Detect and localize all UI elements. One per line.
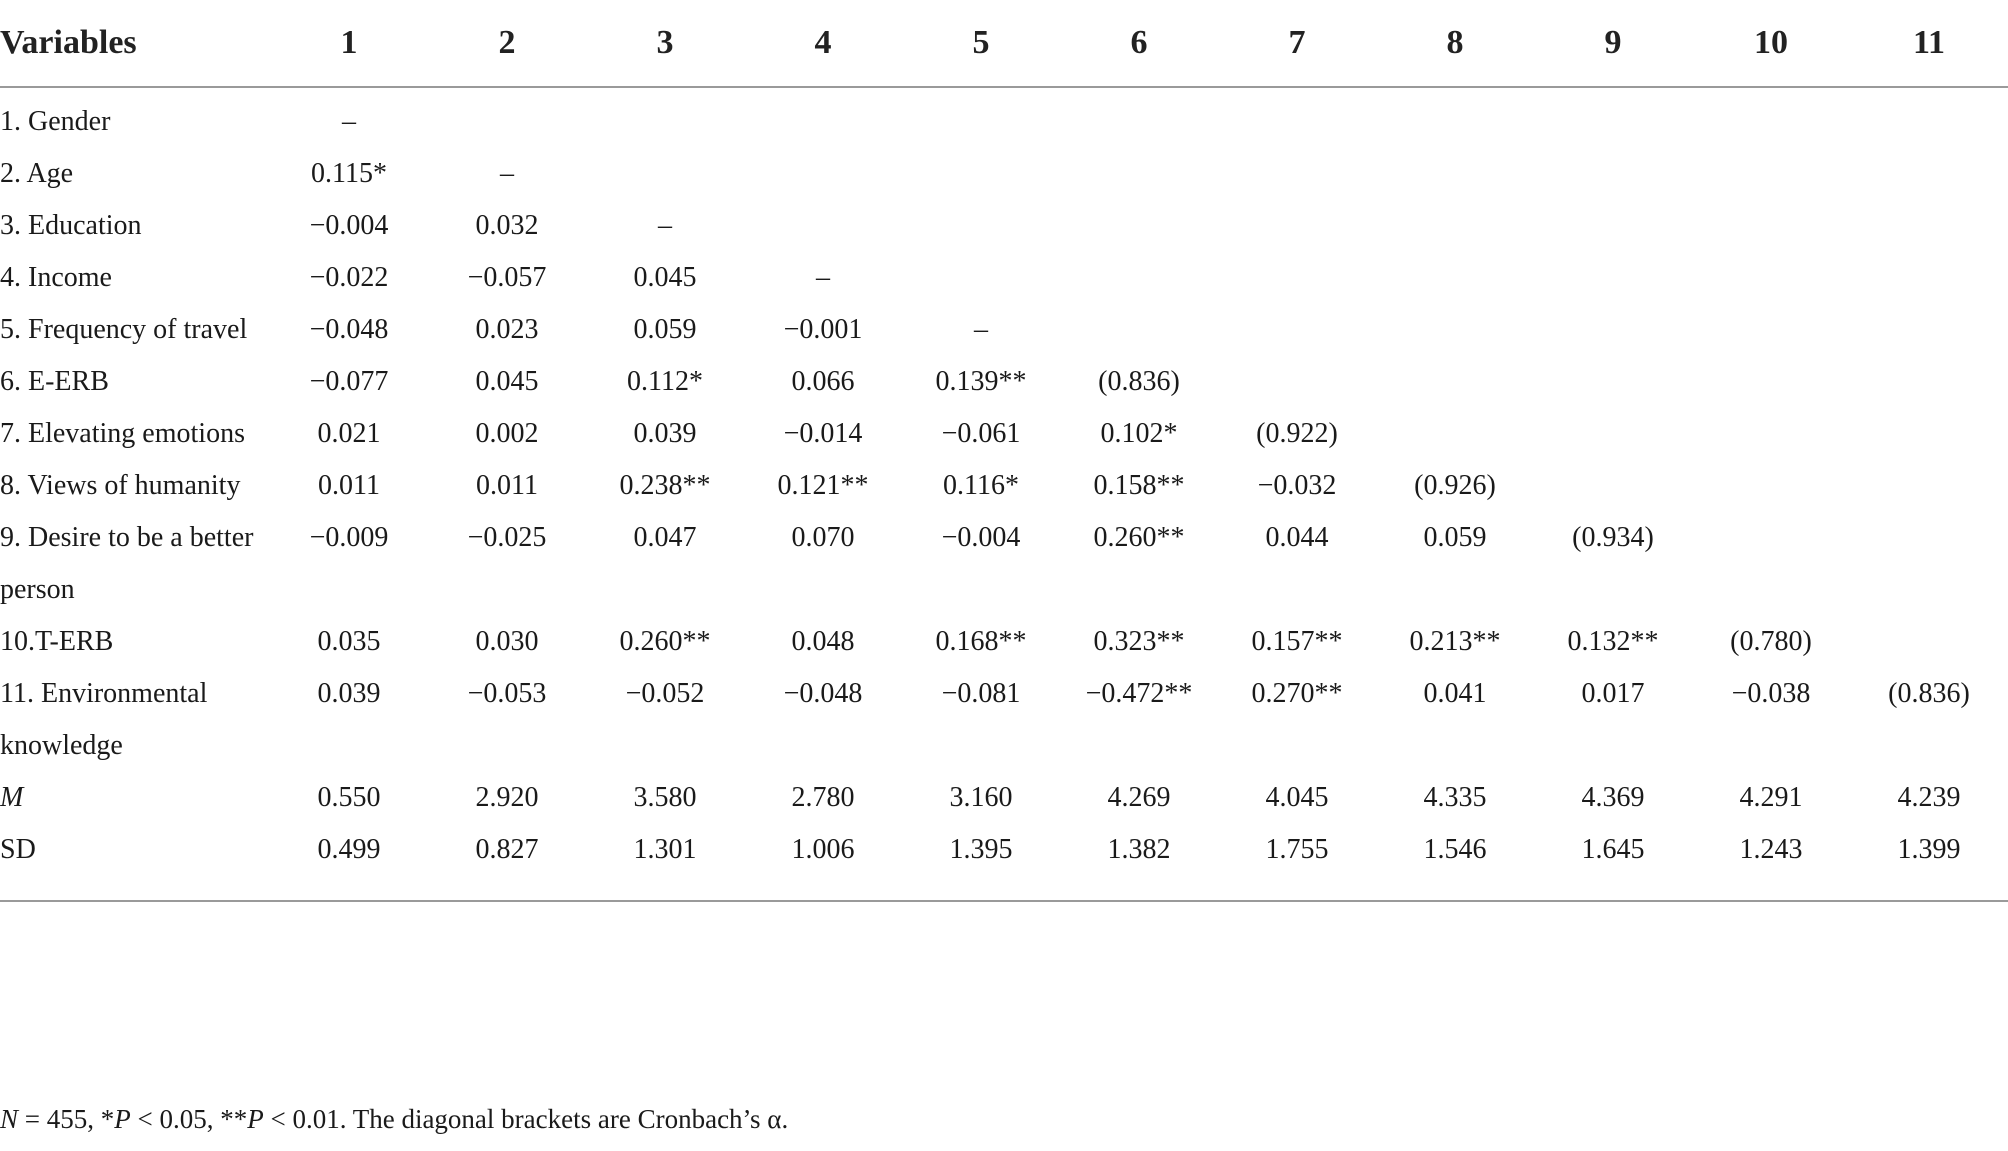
table-cell: 1.382	[1060, 824, 1218, 901]
table-cell	[1060, 304, 1218, 356]
table-cell	[1850, 200, 2008, 252]
table-cell: (0.836)	[1888, 678, 1970, 709]
row-label: SD	[0, 824, 270, 901]
column-header: 10	[1692, 0, 1850, 87]
table-cell: 0.017	[1581, 678, 1645, 709]
table-cell	[1692, 460, 1850, 512]
table-row	[0, 616, 2008, 668]
table-cell	[1376, 304, 1534, 356]
table-cell	[744, 148, 902, 200]
table-cell: 0.045	[633, 262, 697, 293]
column-header: 7	[1218, 0, 1376, 87]
table-cell: 1.395	[902, 824, 1060, 901]
table-cell	[1376, 252, 1534, 304]
column-header: 6	[1060, 0, 1218, 87]
table-cell: −0.048	[309, 314, 389, 345]
table-cell	[586, 148, 744, 200]
table-cell: 0.323**	[1093, 626, 1185, 657]
table-cell: 0.002	[475, 418, 539, 449]
table-cell	[1218, 304, 1376, 356]
table-cell: 0.066	[791, 366, 855, 397]
table-cell	[1218, 87, 1376, 148]
footnote-n-value: = 455, *	[18, 1104, 115, 1134]
table-cell	[1692, 148, 1850, 200]
table-row	[0, 252, 2008, 304]
table-cell: −0.077	[309, 366, 389, 397]
table-cell: 0.158**	[1093, 470, 1185, 501]
table-cell: (0.926)	[1414, 470, 1496, 501]
table-cell: 0.032	[475, 210, 539, 241]
table-cell: 0.102*	[1100, 418, 1178, 449]
table-row	[0, 460, 2008, 512]
table-cell: 3.160	[949, 782, 1013, 813]
table-cell	[1692, 87, 1850, 148]
table-cell: 3.580	[633, 782, 697, 813]
table-cell: −0.061	[941, 418, 1021, 449]
table-cell	[1850, 616, 2008, 668]
table-footnote	[0, 1104, 788, 1135]
table-cell: –	[658, 210, 672, 241]
table-cell: 1.645	[1534, 824, 1692, 901]
footnote-p2-label: P	[247, 1104, 264, 1134]
table-cell	[1060, 200, 1218, 252]
table-cell	[1850, 148, 2008, 200]
column-header: 1	[270, 0, 428, 87]
table-cell: 0.011	[318, 470, 380, 501]
table-cell: 0.070	[791, 522, 855, 553]
row-label: 11. Environmental knowledge	[0, 678, 208, 761]
table-cell: 0.260**	[1093, 522, 1185, 553]
column-header: 2	[428, 0, 586, 87]
table-cell: (0.934)	[1572, 522, 1654, 553]
table-cell: −0.014	[783, 418, 863, 449]
row-label: 1. Gender	[0, 106, 111, 137]
table-cell: 0.157**	[1251, 626, 1343, 657]
table-cell: 0.260**	[619, 626, 711, 657]
column-header: 8	[1376, 0, 1534, 87]
table-cell: 0.238**	[619, 470, 711, 501]
table-cell: 0.168**	[935, 626, 1027, 657]
table-cell: 0.213**	[1409, 626, 1501, 657]
table-cell: 4.269	[1107, 782, 1171, 813]
table-cell: −0.025	[467, 522, 547, 553]
table-cell: 4.369	[1581, 782, 1645, 813]
table-row	[0, 668, 2008, 772]
table-cell	[744, 200, 902, 252]
table-cell: –	[500, 158, 514, 189]
table-cell: −0.032	[1257, 470, 1337, 501]
table-cell	[1534, 408, 1692, 460]
table-cell: −0.022	[309, 262, 389, 293]
row-label: 5. Frequency of travel	[0, 314, 248, 345]
table-cell: −0.053	[467, 678, 547, 709]
table-row	[0, 772, 2008, 824]
row-label: 3. Education	[0, 210, 142, 241]
table-cell	[428, 87, 586, 148]
table-cell	[1850, 304, 2008, 356]
column-header: 4	[744, 0, 902, 87]
table-cell	[1376, 356, 1534, 408]
table-cell: 2.920	[475, 782, 539, 813]
table-cell: (0.922)	[1256, 418, 1338, 449]
table-cell: 1.301	[586, 824, 744, 901]
table-body	[0, 87, 2008, 901]
table-cell: 4.239	[1897, 782, 1961, 813]
table-cell	[1534, 460, 1692, 512]
table-cell: 1.006	[744, 824, 902, 901]
table-cell	[1060, 87, 1218, 148]
row-label: 4. Income	[0, 262, 112, 293]
table-cell	[1060, 252, 1218, 304]
column-header: 3	[586, 0, 744, 87]
row-label: 10.T-ERB	[0, 626, 114, 657]
table-cell: 2.780	[791, 782, 855, 813]
row-label: 8. Views of humanity	[0, 470, 241, 501]
table-cell: –	[816, 262, 830, 293]
table-cell	[1850, 460, 2008, 512]
table-cell	[1692, 200, 1850, 252]
table-cell: 0.047	[633, 522, 697, 553]
table-cell	[744, 87, 902, 148]
table-cell	[1692, 252, 1850, 304]
table-cell	[1692, 304, 1850, 356]
table-cell: 0.044	[1265, 522, 1329, 553]
footnote-p1-label: P	[114, 1104, 131, 1134]
table-cell: −0.038	[1731, 678, 1811, 709]
table-row	[0, 824, 2008, 901]
table-cell: 0.059	[633, 314, 697, 345]
table-cell	[1692, 512, 1850, 616]
table-cell	[902, 87, 1060, 148]
table-cell	[1850, 512, 2008, 616]
table-cell: (0.780)	[1730, 626, 1812, 657]
table-row	[0, 408, 2008, 460]
table-cell: −0.004	[941, 522, 1021, 553]
table-row	[0, 512, 2008, 616]
table-cell	[1692, 356, 1850, 408]
table-cell: 0.132**	[1567, 626, 1659, 657]
row-label: 2. Age	[0, 158, 74, 189]
table-cell: 0.023	[475, 314, 539, 345]
table-cell: 1.399	[1850, 824, 2008, 901]
table-cell	[902, 148, 1060, 200]
table-cell: 0.550	[317, 782, 381, 813]
table-cell	[1218, 252, 1376, 304]
table-cell: 0.139**	[935, 366, 1027, 397]
table-cell	[1850, 87, 2008, 148]
table-cell	[1850, 356, 2008, 408]
table-row	[0, 356, 2008, 408]
table-cell	[902, 252, 1060, 304]
table-row	[0, 200, 2008, 252]
table-cell: 0.059	[1423, 522, 1487, 553]
table-cell	[1534, 252, 1692, 304]
table-cell: −0.081	[941, 678, 1021, 709]
column-header: 11	[1850, 0, 2008, 87]
table-cell: 0.115*	[311, 158, 387, 189]
table-cell: −0.472**	[1085, 678, 1193, 709]
row-label: M	[0, 782, 24, 813]
table-cell: 0.121**	[777, 470, 869, 501]
column-header: 5	[902, 0, 1060, 87]
table-cell	[1534, 200, 1692, 252]
table-cell	[1376, 148, 1534, 200]
table-cell	[1850, 252, 2008, 304]
table-cell: 0.039	[633, 418, 697, 449]
table-cell	[1218, 356, 1376, 408]
table-cell: 1.755	[1218, 824, 1376, 901]
table-cell: 0.021	[317, 418, 381, 449]
row-label: 7. Elevating emotions	[0, 418, 245, 449]
table-cell: 0.011	[476, 470, 538, 501]
footnote-n-label: N	[0, 1104, 19, 1134]
footnote-p2-value: < 0.01. The diagonal brackets are Cronbach’s α.	[263, 1104, 789, 1134]
table-header-row	[0, 0, 2008, 87]
table-cell: 1.243	[1692, 824, 1850, 901]
table-cell	[1534, 148, 1692, 200]
table-cell: 0.499	[270, 824, 428, 901]
footnote-p1-value: < 0.05, **	[130, 1104, 248, 1134]
table-cell: 0.041	[1423, 678, 1487, 709]
table-cell: 1.546	[1376, 824, 1534, 901]
table-cell	[1060, 148, 1218, 200]
table-cell: 4.335	[1423, 782, 1487, 813]
table-cell	[1218, 148, 1376, 200]
table-cell: −0.057	[467, 262, 547, 293]
table-cell	[902, 200, 1060, 252]
table-cell: 0.035	[317, 626, 381, 657]
table-cell: 0.039	[317, 678, 381, 709]
table-cell	[1534, 356, 1692, 408]
table-row	[0, 148, 2008, 200]
table-cell	[1376, 408, 1534, 460]
table-cell: 0.045	[475, 366, 539, 397]
table-cell	[1534, 87, 1692, 148]
table-cell	[1376, 200, 1534, 252]
table-row	[0, 87, 2008, 148]
table-cell	[1850, 408, 2008, 460]
table-cell: 0.270**	[1251, 678, 1343, 709]
row-label: 9. Desire to be a better person	[0, 522, 254, 605]
table-cell	[1376, 87, 1534, 148]
column-header: 9	[1534, 0, 1692, 87]
table-cell: 0.827	[428, 824, 586, 901]
table-cell: 0.116*	[943, 470, 1019, 501]
table-cell: –	[974, 314, 988, 345]
table-cell	[1692, 408, 1850, 460]
table-cell: 4.045	[1265, 782, 1329, 813]
table-cell: −0.001	[783, 314, 863, 345]
table-cell: −0.048	[783, 678, 863, 709]
table-cell: −0.004	[309, 210, 389, 241]
table-cell: −0.009	[309, 522, 389, 553]
row-label: 6. E-ERB	[0, 366, 109, 397]
table-cell: 0.030	[475, 626, 539, 657]
table-cell: –	[342, 106, 356, 137]
table-cell: 0.112*	[627, 366, 703, 397]
table-cell	[1534, 304, 1692, 356]
table-cell: 4.291	[1739, 782, 1803, 813]
table-cell	[1218, 200, 1376, 252]
variables-header: Variables	[0, 0, 270, 87]
table-cell: 0.048	[791, 626, 855, 657]
table-row	[0, 304, 2008, 356]
table-cell: −0.052	[625, 678, 705, 709]
table-cell: (0.836)	[1098, 366, 1180, 397]
table-cell	[586, 87, 744, 148]
